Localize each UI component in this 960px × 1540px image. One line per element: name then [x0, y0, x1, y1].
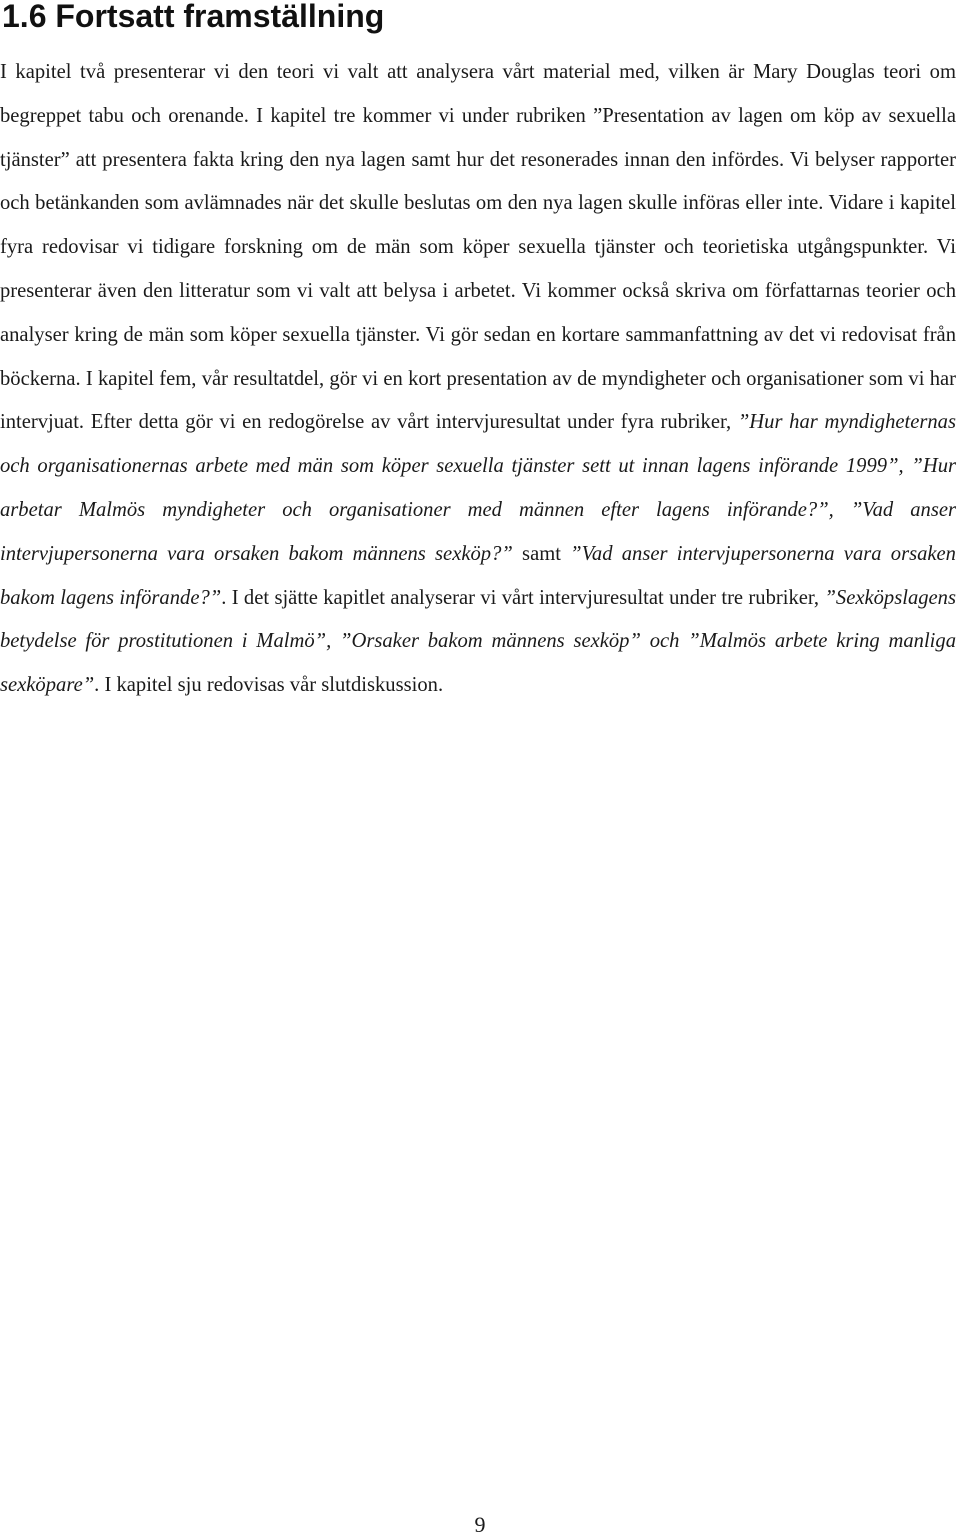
body-paragraph: [0, 51, 956, 708]
paragraph-text-1: I kapitel två presenterar vi den teori vi valt att analysera vårt material med, vilken är Mary Douglas teori om begreppet tabu och orenande. I kapitel tre kommer vi under rubriken ”Presentation av lagen om köp av sexuella tjänster” att presentera fakta kring den nya lagen samt hur det resonerades innan den infördes. Vi belyser rapporter och betänkanden som avlämnades när det skulle beslutas om den nya lagen skulle införas eller inte. Vidare i kapitel fyra redovisar vi tidigare forskning om de män som köper sexuella tjänster och teorietiska utgångspunkter. Vi presenterar även den litteratur som vi valt att belysa i arbetet. Vi kommer också skriva om författarnas teorier och analyser kring de män som köper sexuella tjänster. Vi gör sedan en kortare sammanfattning av det vi redovisat från böckerna. I kapitel fem, vår resultatdel, gör vi en kort presentation av de myndigheter och organisationer som vi har intervjuat. Efter detta gör vi en redogörelse av vårt intervjuresultat under fyra rubriker,: [0, 61, 956, 434]
paragraph-text-4: . I kapitel sju redovisas vår slutdiskussion.: [94, 674, 444, 697]
paragraph-italic-quote-1: ”Hur har myndigheternas och organisationernas arbete med män som köper sexuella tjänster sett ut innan lagens införande 1999”, ”Hur arbetar Malmös myndigheter och organisationer med männen efter lagens införande?”, ”Vad anser intervjupersonerna vara orsaken bakom männens sexköp?”: [0, 411, 956, 565]
paragraph-italic-quote-2: ”Vad anser intervjupersonerna vara orsaken bakom lagens införande?”: [0, 542, 956, 609]
page-number: 9: [474, 1512, 486, 1537]
paragraph-text-2: samt: [512, 542, 571, 565]
paragraph-italic-quote-3: ”Sexköpslagens betydelse för prostitutionen i Malmö”, ”Orsaker bakom männens sexköp” och ”Malmös arbete kring manliga sexköpare”: [0, 586, 956, 697]
section-heading: 1.6 Fortsatt framställning: [2, 0, 385, 34]
paragraph-text-3: . I det sjätte kapitlet analyserar vi vårt intervjuresultat under tre rubriker,: [221, 586, 825, 609]
